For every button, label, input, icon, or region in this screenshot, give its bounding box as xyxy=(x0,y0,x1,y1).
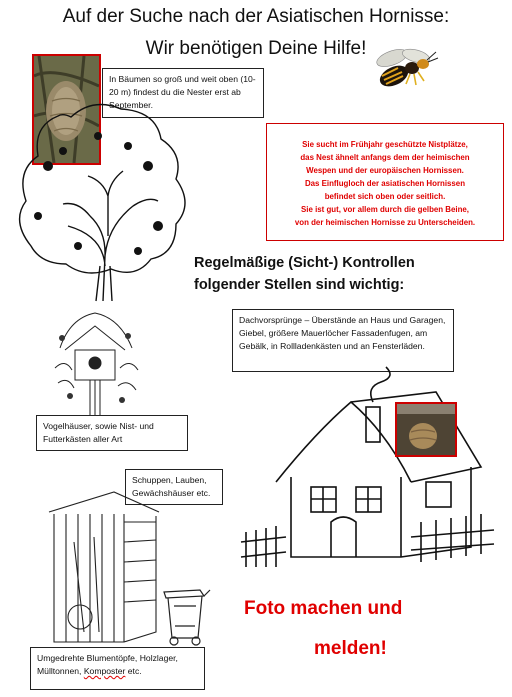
birdhouse-info-box xyxy=(36,415,188,451)
roof-info-box xyxy=(232,309,454,372)
trash-bin-illustration xyxy=(160,586,212,646)
controls-heading-line1: Regelmäßige (Sicht-) Kontrollen xyxy=(194,255,415,271)
hornet-info-line: das Nest ähnelt anfangs dem der heimischen xyxy=(300,153,470,162)
hornet-photo xyxy=(372,44,442,96)
cta-line2: melden! xyxy=(314,638,387,659)
house-illustration xyxy=(236,372,498,572)
sheds-info-text: Schuppen, Lauben, Gewächshäuser etc. xyxy=(132,475,211,498)
birdhouse-info-text: Vogelhäuser, sowie Nist- und Futterkästen aller Art xyxy=(43,421,154,444)
shed-illustration xyxy=(44,482,164,647)
controls-heading-line2: folgender Stellen sind wichtig: xyxy=(194,277,405,293)
controls-heading xyxy=(194,252,494,296)
page-subtitle: Wir benötigen Deine Hilfe! xyxy=(145,38,367,59)
hornet-info-line: Wespen und der europäischen Hornissen. xyxy=(306,166,464,175)
roof-info-text: Dachvorsprünge – Überstände an Haus und Garagen, Giebel, größere Mauerlöcher Fassadenfugen, am Gebälk, in Rollladenkästen und an Fensterläden. xyxy=(239,315,446,351)
hornet-info-line: Das Einflugloch der asiatischen Hornissen xyxy=(304,179,466,188)
hornet-info-line: Sie ist gut, vor allem durch die gelben Beine, xyxy=(301,205,469,214)
pots-info-box xyxy=(30,647,205,690)
hornet-info-line: von der heimischen Hornisse zu Unterscheiden. xyxy=(294,218,476,227)
hornet-info-line: Sie sucht im Frühjahr geschützte Nistplätze, xyxy=(302,140,468,149)
pots-info-suffix: etc. xyxy=(125,666,142,676)
page-title: Auf der Suche nach der Asiatischen Hornisse: xyxy=(62,6,450,27)
pots-info-text: Umgedrehte Blumentöpfe, Holzlager, Mülltonnen, xyxy=(37,653,178,676)
hornet-info-line: befindet sich oben oder seitlich. xyxy=(324,192,446,201)
pots-info-underlined: Komposter xyxy=(83,666,126,676)
cta-line1: Foto machen und xyxy=(244,598,403,619)
trees-info-text: In Bäumen so groß und weit oben (10-20 m) findest du die Nester erst ab September. xyxy=(109,74,256,110)
birdhouse-illustration xyxy=(50,308,140,418)
house-nest-photo xyxy=(395,402,457,457)
tree-illustration xyxy=(8,96,188,306)
hornet-info-box xyxy=(266,123,504,241)
